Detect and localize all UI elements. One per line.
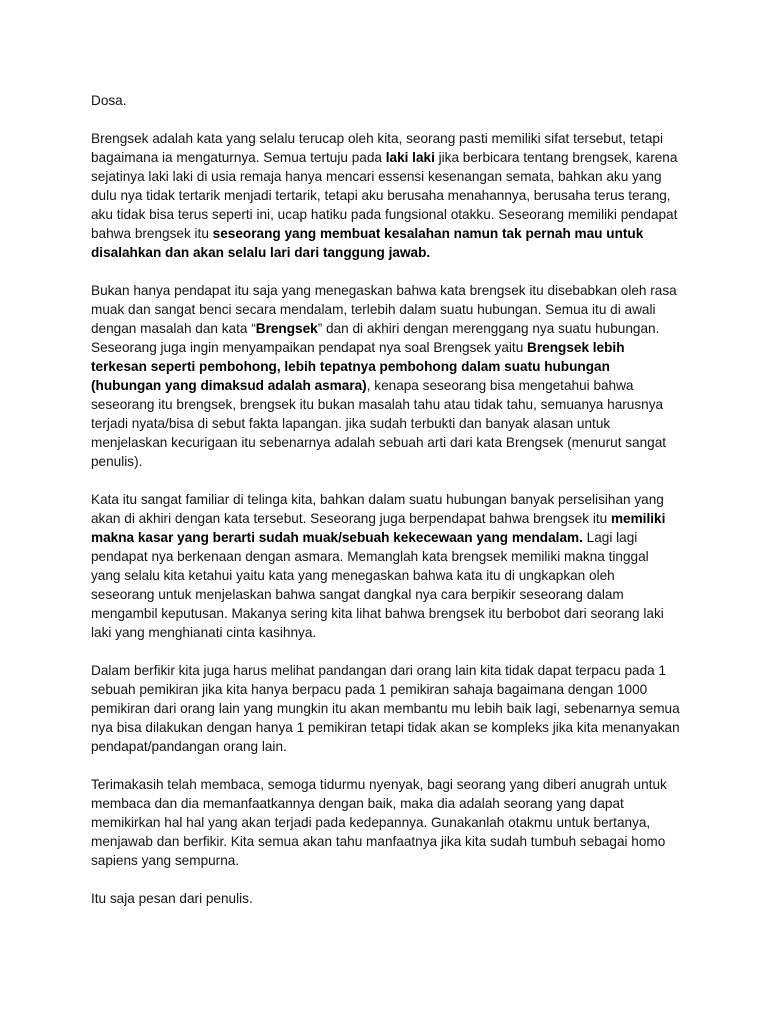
p2-text-3: , kenapa seseorang bisa mengetahui bahwa seseorang itu brengsek, brengsek itu bukan masalah tahu atau tidak tahu, semuanya harusnya terjadi nyata/bisa di sebut fakta lapangan. jika sudah terbukti dan banyak alasan untuk menjelaskan kecurigaan itu sebenarnya adalah sebuah arti dari kata Brengsek (menurut sangat penulis). xyxy=(91,378,667,469)
p1-bold-1: laki laki xyxy=(385,150,435,165)
p3-bold-1: memiliki makna kasar yang berarti sudah muak/sebuah kekecewaan yang mendalam. xyxy=(91,511,666,545)
p2-bold-1: Brengsek xyxy=(255,321,318,336)
p1-bold-2: seseorang yang membuat kesalahan namun tak pernah mau untuk disalahkan dan akan selalu lari dari tanggung jawab. xyxy=(91,226,644,260)
p3-text-1: Kata itu sangat familiar di telinga kita, bahkan dalam suatu hubungan banyak perselisihan yang akan di akhiri dengan kata tersebut. Seseorang juga berpendapat bahwa brengsek itu xyxy=(91,492,664,526)
document-title-text: Dosa. xyxy=(91,93,127,108)
p4-text: Dalam berfikir kita juga harus melihat pandangan dari orang lain kita tidak dapat terpacu pada 1 sebuah pemikiran jika kita hanya berpacu pada 1 pemikiran sahaja bagaimana dengan 1000 pemikiran dari orang lain yang mungkin itu akan membantu mu lebih baik lagi, sebenarnya semua nya bisa dilakukan dengan hanya 1 pemikiran tetapi tidak akan se kompleks jika kita menanyakan pendapat/pandangan orang lain. xyxy=(91,663,680,754)
paragraph-1 xyxy=(91,129,681,262)
p2-text-2: ” dan di akhiri dengan merenggang nya suatu hubungan. Seseorang juga ingin menyampaikan pendapat nya soal Brengsek yaitu xyxy=(91,321,660,355)
p1-text-2: jika berbicara tentang brengsek, karena sejatinya laki laki di usia remaja hanya mencari essensi kesenangan semata, bahkan aku yang dulu nya tidak tertarik menjadi tertarik, tetapi aku berusaha menahannya, berusaha terus terang, aku tidak bisa terus seperti ini, ucap hatiku pada fungsional otakku. Seseorang memiliki pendapat bahwa brengsek itu xyxy=(91,150,678,241)
paragraph-4 xyxy=(91,661,681,756)
paragraph-5 xyxy=(91,775,681,870)
paragraph-6 xyxy=(91,889,681,908)
document-title xyxy=(91,91,681,110)
p1-text-1: Brengsek adalah kata yang selalu terucap oleh kita, seorang pasti memiliki sifat tersebut, tetapi bagaimana ia mengaturnya. Semua tertuju pada xyxy=(91,131,664,165)
paragraph-3 xyxy=(91,490,681,642)
p2-bold-2: Brengsek lebih terkesan seperti pembohong, lebih tepatnya pembohong dalam suatu hubungan (hubungan yang dimaksud adalah asmara) xyxy=(91,340,625,393)
p5-text: Terimakasih telah membaca, semoga tidurmu nyenyak, bagi seorang yang diberi anugrah untuk membaca dan dia memanfaatkannya dengan baik, maka dia adalah seorang yang dapat memikirkan hal hal yang akan terjadi pada kedepannya. Gunakanlah otakmu untuk bertanya, menjawab dan berfikir. Kita semua akan tahu manfaatnya jika kita sudah tumbuh sebagai homo sapiens yang sempurna. xyxy=(91,777,667,868)
p2-text-1: Bukan hanya pendapat itu saja yang menegaskan bahwa kata brengsek itu disebabkan oleh rasa muak dan sangat benci secara mendalam, terlebih dalam suatu hubungan. Semua itu di awali dengan masalah dan kata “ xyxy=(91,283,677,336)
p3-text-2: Lagi lagi pendapat nya berkenaan dengan asmara. Memanglah kata brengsek memiliki makna tinggal yang selalu kita ketahui yaitu kata yang menegaskan bahwa kata itu di ungkapkan oleh seseorang untuk menjelaskan bahwa sangat dangkal nya cara berpikir seseorang dalam mengambil keputusan. Makanya sering kita lihat bahwa brengsek itu berbobot dari seorang laki laki yang menghianati cinta kasihnya. xyxy=(91,530,664,640)
document-page xyxy=(91,91,681,927)
paragraph-2 xyxy=(91,281,681,471)
p6-text: Itu saja pesan dari penulis. xyxy=(91,891,253,906)
